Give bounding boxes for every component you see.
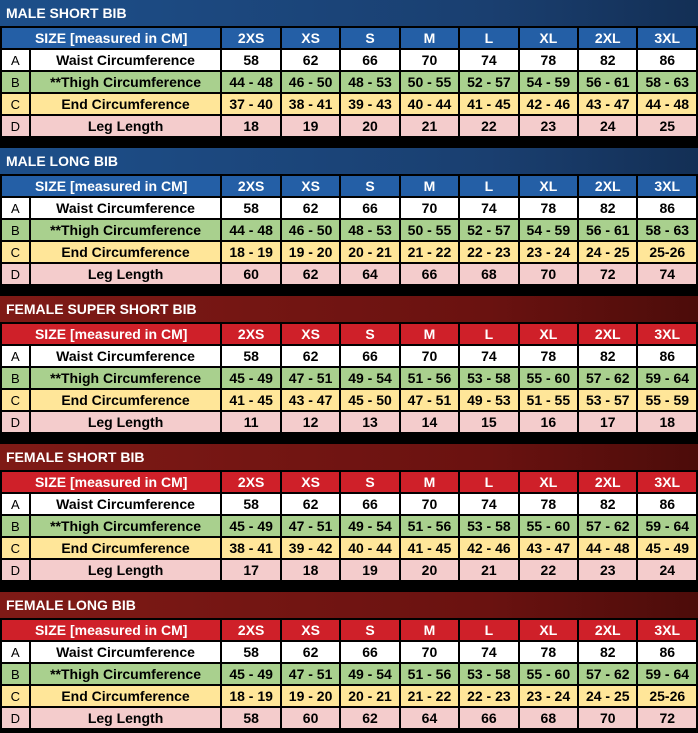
measurement-label: Waist Circumference: [31, 50, 221, 70]
measurement-value: 47 - 51: [282, 664, 339, 684]
measurement-value: 55 - 60: [520, 368, 577, 388]
size-header-cell: 2XL: [579, 28, 636, 48]
table-row: [2, 686, 696, 706]
measurement-value: 86: [638, 346, 696, 366]
measurement-value: 45 - 49: [222, 664, 279, 684]
measurement-label: Leg Length: [31, 412, 221, 432]
measurement-value: 38 - 41: [222, 538, 279, 558]
measurement-value: 37 - 40: [222, 94, 279, 114]
measurement-value: 78: [520, 198, 577, 218]
size-header-cell: 2XL: [579, 620, 636, 640]
table-row: [2, 116, 696, 136]
measurement-value: 86: [638, 642, 696, 662]
measurement-value: 86: [638, 198, 696, 218]
measurement-value: 44 - 48: [222, 72, 279, 92]
table-row: [2, 560, 696, 580]
measurement-value: 47 - 51: [282, 368, 339, 388]
measurement-value: 70: [579, 708, 636, 728]
measurement-label: Leg Length: [31, 116, 221, 136]
size-table: [0, 470, 698, 582]
measurement-value: 74: [638, 264, 696, 284]
size-header-cell: 2XL: [579, 472, 636, 492]
measurement-value: 66: [341, 346, 398, 366]
measurement-value: 58 - 63: [638, 220, 696, 240]
measurement-value: 24: [638, 560, 696, 580]
measurement-label: End Circumference: [31, 390, 221, 410]
size-table: [0, 174, 698, 286]
measurement-value: 14: [401, 412, 458, 432]
row-letter: C: [2, 94, 29, 114]
measurement-value: 70: [401, 494, 458, 514]
row-letter: C: [2, 686, 29, 706]
measurement-value: 70: [401, 642, 458, 662]
measurement-value: 70: [401, 198, 458, 218]
measurement-value: 17: [579, 412, 636, 432]
measurement-label: Leg Length: [31, 708, 221, 728]
measurement-value: 18: [222, 116, 279, 136]
row-letter: D: [2, 264, 29, 284]
size-table: [0, 618, 698, 730]
measurement-value: 45 - 50: [341, 390, 398, 410]
measurement-value: 56 - 61: [579, 72, 636, 92]
measurement-value: 72: [638, 708, 696, 728]
measurement-value: 19: [282, 116, 339, 136]
measurement-value: 16: [520, 412, 577, 432]
size-header-label: SIZE [measured in CM]: [2, 28, 220, 48]
measurement-label: **Thigh Circumference: [31, 220, 221, 240]
measurement-value: 68: [520, 708, 577, 728]
measurement-label: **Thigh Circumference: [31, 516, 221, 536]
row-letter: A: [2, 198, 29, 218]
measurement-value: 45 - 49: [222, 368, 279, 388]
table-row: [2, 50, 696, 70]
size-header-cell: S: [341, 176, 398, 196]
measurement-value: 58: [222, 346, 279, 366]
table-row: [2, 708, 696, 728]
measurement-label: End Circumference: [31, 94, 221, 114]
measurement-value: 11: [222, 412, 279, 432]
measurement-value: 19 - 20: [282, 242, 339, 262]
measurement-value: 70: [401, 346, 458, 366]
measurement-value: 58: [222, 50, 279, 70]
size-header-cell: 3XL: [638, 620, 696, 640]
row-letter: B: [2, 220, 29, 240]
size-header-label: SIZE [measured in CM]: [2, 620, 220, 640]
size-header-cell: 2XS: [222, 620, 279, 640]
table-row: [2, 220, 696, 240]
table-row: [2, 494, 696, 514]
section-title: FEMALE SUPER SHORT BIB: [0, 296, 698, 322]
size-header-cell: M: [401, 28, 458, 48]
measurement-value: 21: [460, 560, 517, 580]
size-header-cell: XL: [520, 176, 577, 196]
measurement-value: 62: [282, 642, 339, 662]
measurement-value: 78: [520, 494, 577, 514]
row-letter: A: [2, 494, 29, 514]
size-header-cell: 2XS: [222, 28, 279, 48]
table-row: [2, 412, 696, 432]
table-header-row: [2, 176, 696, 196]
size-header-cell: XS: [282, 324, 339, 344]
measurement-value: 25-26: [638, 242, 696, 262]
measurement-value: 46 - 50: [282, 220, 339, 240]
measurement-value: 57 - 62: [579, 516, 636, 536]
measurement-value: 20: [341, 116, 398, 136]
measurement-label: **Thigh Circumference: [31, 368, 221, 388]
size-header-cell: M: [401, 176, 458, 196]
table-row: [2, 538, 696, 558]
measurement-value: 74: [460, 50, 517, 70]
size-header-cell: L: [460, 324, 517, 344]
size-header-cell: 3XL: [638, 324, 696, 344]
measurement-value: 49 - 54: [341, 664, 398, 684]
measurement-value: 23 - 24: [520, 686, 577, 706]
measurement-value: 22 - 23: [460, 242, 517, 262]
row-letter: B: [2, 368, 29, 388]
measurement-value: 62: [282, 494, 339, 514]
measurement-value: 49 - 54: [341, 516, 398, 536]
measurement-value: 53 - 57: [579, 390, 636, 410]
table-row: [2, 94, 696, 114]
measurement-value: 74: [460, 494, 517, 514]
measurement-value: 22 - 23: [460, 686, 517, 706]
measurement-value: 74: [460, 642, 517, 662]
measurement-value: 18: [638, 412, 696, 432]
measurement-value: 23 - 24: [520, 242, 577, 262]
measurement-value: 23: [579, 560, 636, 580]
measurement-value: 78: [520, 50, 577, 70]
measurement-value: 72: [579, 264, 636, 284]
row-letter: C: [2, 538, 29, 558]
measurement-value: 18 - 19: [222, 242, 279, 262]
measurement-label: End Circumference: [31, 242, 221, 262]
measurement-label: Leg Length: [31, 560, 221, 580]
size-header-cell: S: [341, 28, 398, 48]
row-letter: D: [2, 116, 29, 136]
table-row: [2, 264, 696, 284]
size-header-cell: 2XS: [222, 324, 279, 344]
size-header-cell: 2XL: [579, 324, 636, 344]
measurement-value: 15: [460, 412, 517, 432]
measurement-label: Leg Length: [31, 264, 221, 284]
size-header-cell: XS: [282, 472, 339, 492]
size-header-cell: XS: [282, 176, 339, 196]
table-row: [2, 72, 696, 92]
measurement-value: 62: [282, 50, 339, 70]
measurement-value: 55 - 60: [520, 664, 577, 684]
measurement-value: 42 - 46: [520, 94, 577, 114]
size-header-cell: 2XS: [222, 472, 279, 492]
measurement-value: 22: [520, 560, 577, 580]
measurement-value: 50 - 55: [401, 220, 458, 240]
measurement-value: 62: [341, 708, 398, 728]
row-letter: D: [2, 708, 29, 728]
section-title: FEMALE SHORT BIB: [0, 444, 698, 470]
size-header-cell: S: [341, 620, 398, 640]
table-row: [2, 516, 696, 536]
measurement-value: 78: [520, 642, 577, 662]
measurement-value: 64: [401, 708, 458, 728]
row-letter: B: [2, 664, 29, 684]
measurement-value: 25-26: [638, 686, 696, 706]
measurement-value: 58: [222, 198, 279, 218]
size-header-cell: S: [341, 324, 398, 344]
measurement-value: 39 - 43: [341, 94, 398, 114]
row-letter: D: [2, 560, 29, 580]
table-row: [2, 390, 696, 410]
measurement-value: 54 - 59: [520, 72, 577, 92]
size-header-cell: M: [401, 324, 458, 344]
measurement-value: 86: [638, 50, 696, 70]
size-header-cell: XS: [282, 620, 339, 640]
measurement-value: 66: [341, 494, 398, 514]
table-header-row: [2, 620, 696, 640]
measurement-value: 18 - 19: [222, 686, 279, 706]
measurement-value: 66: [460, 708, 517, 728]
size-header-cell: 3XL: [638, 176, 696, 196]
measurement-value: 43 - 47: [282, 390, 339, 410]
measurement-value: 46 - 50: [282, 72, 339, 92]
measurement-value: 52 - 57: [460, 72, 517, 92]
measurement-value: 54 - 59: [520, 220, 577, 240]
row-letter: B: [2, 516, 29, 536]
measurement-value: 64: [341, 264, 398, 284]
size-header-cell: S: [341, 472, 398, 492]
size-header-cell: M: [401, 472, 458, 492]
measurement-value: 74: [460, 198, 517, 218]
measurement-value: 21 - 22: [401, 242, 458, 262]
measurement-value: 47 - 51: [282, 516, 339, 536]
measurement-value: 20 - 21: [341, 242, 398, 262]
measurement-value: 22: [460, 116, 517, 136]
measurement-value: 66: [341, 50, 398, 70]
size-header-label: SIZE [measured in CM]: [2, 472, 220, 492]
table-row: [2, 346, 696, 366]
measurement-value: 59 - 64: [638, 516, 696, 536]
row-letter: D: [2, 412, 29, 432]
measurement-value: 38 - 41: [282, 94, 339, 114]
table-row: [2, 664, 696, 684]
measurement-value: 20: [401, 560, 458, 580]
section-title: MALE LONG BIB: [0, 148, 698, 174]
table-header-row: [2, 472, 696, 492]
measurement-value: 40 - 44: [401, 94, 458, 114]
measurement-value: 18: [282, 560, 339, 580]
measurement-value: 82: [579, 494, 636, 514]
row-letter: A: [2, 50, 29, 70]
measurement-value: 49 - 54: [341, 368, 398, 388]
measurement-value: 43 - 47: [579, 94, 636, 114]
measurement-value: 82: [579, 50, 636, 70]
measurement-label: **Thigh Circumference: [31, 72, 221, 92]
measurement-value: 41 - 45: [460, 94, 517, 114]
measurement-value: 78: [520, 346, 577, 366]
measurement-value: 49 - 53: [460, 390, 517, 410]
measurement-value: 12: [282, 412, 339, 432]
table-row: [2, 368, 696, 388]
section-title: MALE SHORT BIB: [0, 0, 698, 26]
measurement-value: 45 - 49: [222, 516, 279, 536]
table-header-row: [2, 324, 696, 344]
measurement-value: 51 - 55: [520, 390, 577, 410]
measurement-value: 60: [222, 264, 279, 284]
measurement-value: 41 - 45: [222, 390, 279, 410]
measurement-value: 48 - 53: [341, 220, 398, 240]
measurement-value: 41 - 45: [401, 538, 458, 558]
measurement-value: 47 - 51: [401, 390, 458, 410]
measurement-value: 55 - 59: [638, 390, 696, 410]
size-header-cell: 3XL: [638, 28, 696, 48]
measurement-value: 51 - 56: [401, 664, 458, 684]
size-header-cell: L: [460, 28, 517, 48]
measurement-value: 23: [520, 116, 577, 136]
measurement-value: 62: [282, 198, 339, 218]
measurement-value: 82: [579, 346, 636, 366]
measurement-value: 51 - 56: [401, 516, 458, 536]
measurement-value: 58: [222, 642, 279, 662]
measurement-value: 86: [638, 494, 696, 514]
measurement-value: 19 - 20: [282, 686, 339, 706]
measurement-value: 82: [579, 642, 636, 662]
measurement-value: 59 - 64: [638, 664, 696, 684]
measurement-value: 24 - 25: [579, 686, 636, 706]
measurement-value: 53 - 58: [460, 516, 517, 536]
size-header-cell: 3XL: [638, 472, 696, 492]
measurement-value: 50 - 55: [401, 72, 458, 92]
size-table: [0, 26, 698, 138]
measurement-value: 19: [341, 560, 398, 580]
measurement-value: 39 - 42: [282, 538, 339, 558]
size-table: [0, 322, 698, 434]
measurement-value: 21 - 22: [401, 686, 458, 706]
measurement-value: 58: [222, 494, 279, 514]
row-letter: C: [2, 242, 29, 262]
measurement-value: 43 - 47: [520, 538, 577, 558]
row-letter: A: [2, 642, 29, 662]
measurement-value: 42 - 46: [460, 538, 517, 558]
measurement-value: 74: [460, 346, 517, 366]
measurement-value: 62: [282, 264, 339, 284]
size-header-cell: L: [460, 620, 517, 640]
size-header-label: SIZE [measured in CM]: [2, 176, 220, 196]
measurement-value: 55 - 60: [520, 516, 577, 536]
measurement-value: 40 - 44: [341, 538, 398, 558]
size-header-cell: XS: [282, 28, 339, 48]
measurement-label: End Circumference: [31, 686, 221, 706]
size-header-label: SIZE [measured in CM]: [2, 324, 220, 344]
table-header-row: [2, 28, 696, 48]
measurement-label: Waist Circumference: [31, 198, 221, 218]
measurement-value: 20 - 21: [341, 686, 398, 706]
table-row: [2, 198, 696, 218]
measurement-value: 53 - 58: [460, 664, 517, 684]
measurement-value: 24: [579, 116, 636, 136]
size-header-cell: XL: [520, 28, 577, 48]
measurement-value: 82: [579, 198, 636, 218]
measurement-value: 17: [222, 560, 279, 580]
measurement-value: 25: [638, 116, 696, 136]
row-letter: C: [2, 390, 29, 410]
size-header-cell: L: [460, 472, 517, 492]
measurement-value: 52 - 57: [460, 220, 517, 240]
section-title: FEMALE LONG BIB: [0, 592, 698, 618]
size-header-cell: M: [401, 620, 458, 640]
measurement-value: 66: [341, 642, 398, 662]
measurement-value: 24 - 25: [579, 242, 636, 262]
table-row: [2, 242, 696, 262]
measurement-value: 56 - 61: [579, 220, 636, 240]
measurement-value: 48 - 53: [341, 72, 398, 92]
measurement-label: End Circumference: [31, 538, 221, 558]
size-header-cell: 2XL: [579, 176, 636, 196]
measurement-value: 66: [401, 264, 458, 284]
measurement-value: 70: [520, 264, 577, 284]
measurement-value: 13: [341, 412, 398, 432]
row-letter: B: [2, 72, 29, 92]
measurement-label: Waist Circumference: [31, 494, 221, 514]
measurement-value: 53 - 58: [460, 368, 517, 388]
measurement-value: 58 - 63: [638, 72, 696, 92]
table-row: [2, 642, 696, 662]
row-letter: A: [2, 346, 29, 366]
measurement-value: 62: [282, 346, 339, 366]
measurement-value: 44 - 48: [222, 220, 279, 240]
measurement-value: 60: [282, 708, 339, 728]
measurement-label: **Thigh Circumference: [31, 664, 221, 684]
size-header-cell: L: [460, 176, 517, 196]
size-header-cell: XL: [520, 620, 577, 640]
measurement-value: 45 - 49: [638, 538, 696, 558]
measurement-value: 57 - 62: [579, 664, 636, 684]
size-header-cell: XL: [520, 324, 577, 344]
measurement-value: 51 - 56: [401, 368, 458, 388]
size-header-cell: 2XS: [222, 176, 279, 196]
measurement-value: 59 - 64: [638, 368, 696, 388]
measurement-value: 57 - 62: [579, 368, 636, 388]
measurement-value: 44 - 48: [579, 538, 636, 558]
measurement-label: Waist Circumference: [31, 346, 221, 366]
measurement-value: 21: [401, 116, 458, 136]
measurement-value: 68: [460, 264, 517, 284]
measurement-value: 66: [341, 198, 398, 218]
measurement-value: 44 - 48: [638, 94, 696, 114]
measurement-value: 70: [401, 50, 458, 70]
size-header-cell: XL: [520, 472, 577, 492]
measurement-label: Waist Circumference: [31, 642, 221, 662]
measurement-value: 58: [222, 708, 279, 728]
